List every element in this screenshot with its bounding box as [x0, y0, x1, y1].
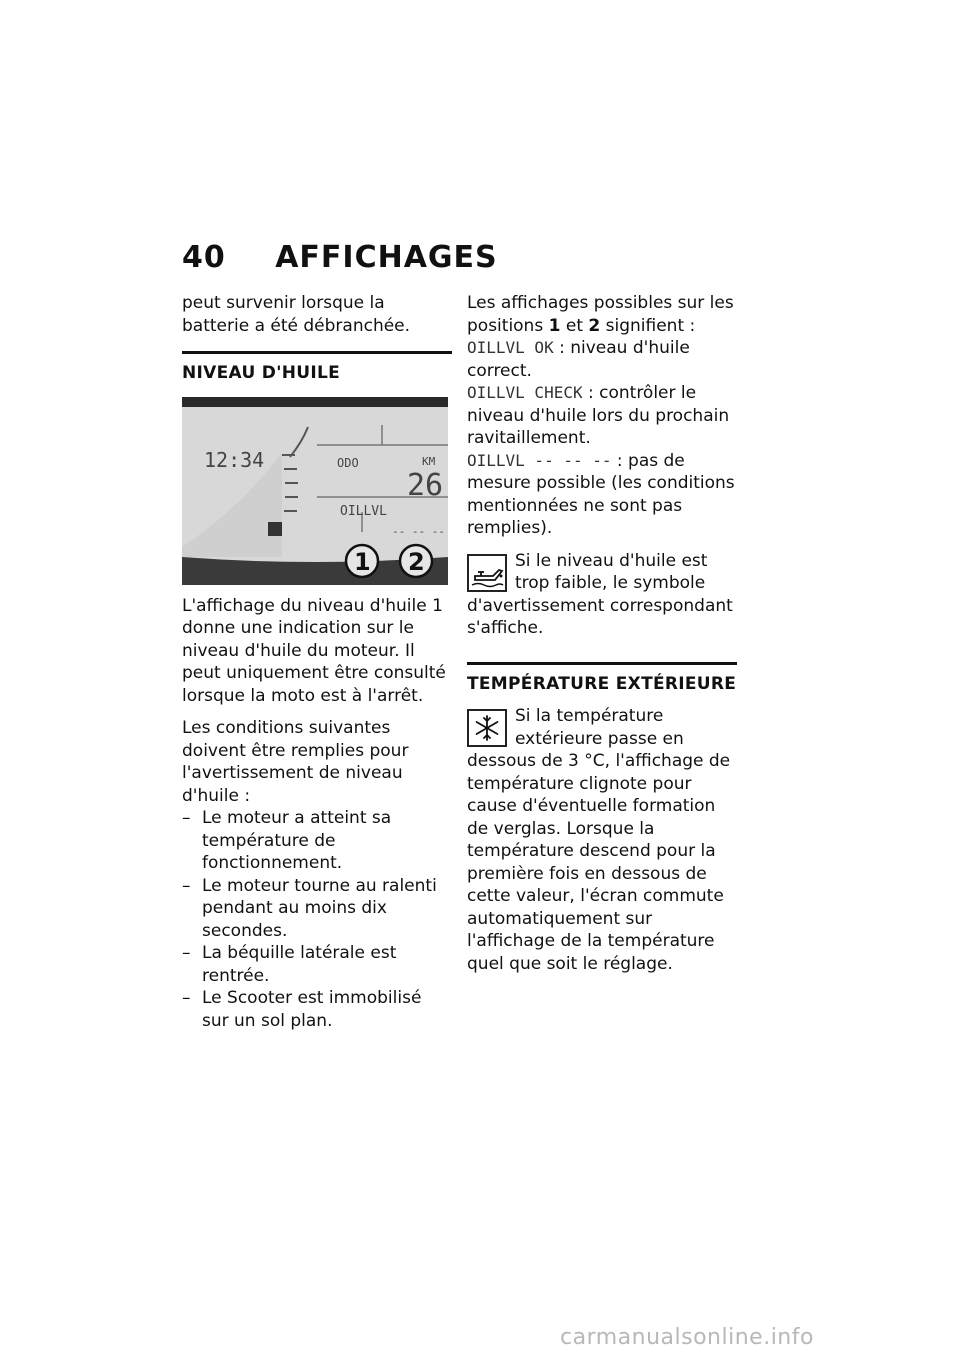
oil-warning-paragraph [467, 550, 737, 640]
oil-status-item [467, 337, 737, 382]
odo-label: ODO [337, 455, 359, 470]
oil-status-item [467, 382, 737, 450]
positions-mean: signifient : [605, 315, 696, 336]
position-1-ref: 1 [548, 315, 561, 336]
temperature-text: Si la température extérieure passe en dessous de 3 °C, l'affichage de température clignote pour cause d'éventuelle formation de verglas. Lorsque la température descend pour la première fois en dessous de cette valeur, l'écran commute automatiquement sur l'affichage de la température quel que soit le réglage. [467, 706, 731, 974]
oil-level-value: -- -- -- [392, 524, 445, 538]
section-outside-temperature [467, 662, 737, 696]
status-code: OILLVL OK [467, 338, 554, 357]
list-item: – Le moteur tourne au ralenti pendant au moins dix secondes. [182, 875, 452, 943]
clock-readout: 12:34 [204, 447, 265, 472]
intro-text: peut survenir lorsque la batterie a été débranchée. [182, 293, 411, 336]
oil-status-item [467, 450, 737, 540]
temperature-paragraph [467, 705, 737, 975]
conditions-intro: Les conditions suivantes doivent être remplies pour l'avertissement de niveau d'huile : [182, 718, 409, 806]
conditions-list [182, 807, 452, 1032]
status-text: : contrôler le niveau d'huile lors du prochain ravitaillement. [467, 383, 730, 448]
list-item: – Le moteur a atteint sa température de fonctionnement. [182, 807, 452, 875]
status-code: OILLVL -- -- -- [467, 450, 612, 470]
list-item: – Le Scooter est immobilisé sur un sol plan. [182, 987, 452, 1032]
dashboard-illustration [182, 397, 448, 585]
left-column [182, 292, 452, 1032]
watermark: carmanualsonline.info [560, 1325, 814, 1350]
section-title-oil: NIVEAU D'HUILE [182, 363, 340, 383]
status-text: : niveau d'huile correct. [467, 338, 690, 381]
oil-warning-text: Si le niveau d'huile est trop faible, le symbole d'avertissement correspondant s'affiche. [467, 550, 733, 638]
oil-level-label: OILLVL [340, 503, 387, 519]
section-oil-level [182, 351, 452, 385]
oil-can-icon [467, 554, 507, 592]
page-title: AFFICHAGES [275, 240, 498, 275]
status-text: : pas de mesure possible (les conditions mentionnées ne sont pas remplies). [467, 450, 735, 538]
positions-text: Les affichages possibles sur les positions [467, 293, 734, 336]
status-code: OILLVL CHECK [467, 383, 583, 402]
snowflake-icon [467, 709, 507, 747]
position-2-ref: 2 [588, 315, 601, 336]
page-header [182, 240, 498, 275]
km-label: KM [422, 454, 436, 468]
page-number: 40 [182, 240, 226, 275]
callout-1: 1 [354, 547, 371, 576]
positions-and: et [565, 315, 583, 336]
section-title-temperature: TEMPÉRATURE EXTÉRIEURE [467, 673, 737, 694]
list-item: – La béquille latérale est rentrée. [182, 942, 452, 987]
right-column [467, 292, 737, 975]
positions-intro [467, 292, 737, 337]
callout-2: 2 [408, 547, 425, 576]
odo-value: 26 [407, 467, 444, 503]
dashboard-figure [182, 397, 448, 585]
oil-display-description: L'affichage du niveau d'huile 1 donne une indication sur le niveau d'huile du moteur. Il peut uniquement être consulté lorsque la moto est à l'arrêt. [182, 595, 446, 706]
